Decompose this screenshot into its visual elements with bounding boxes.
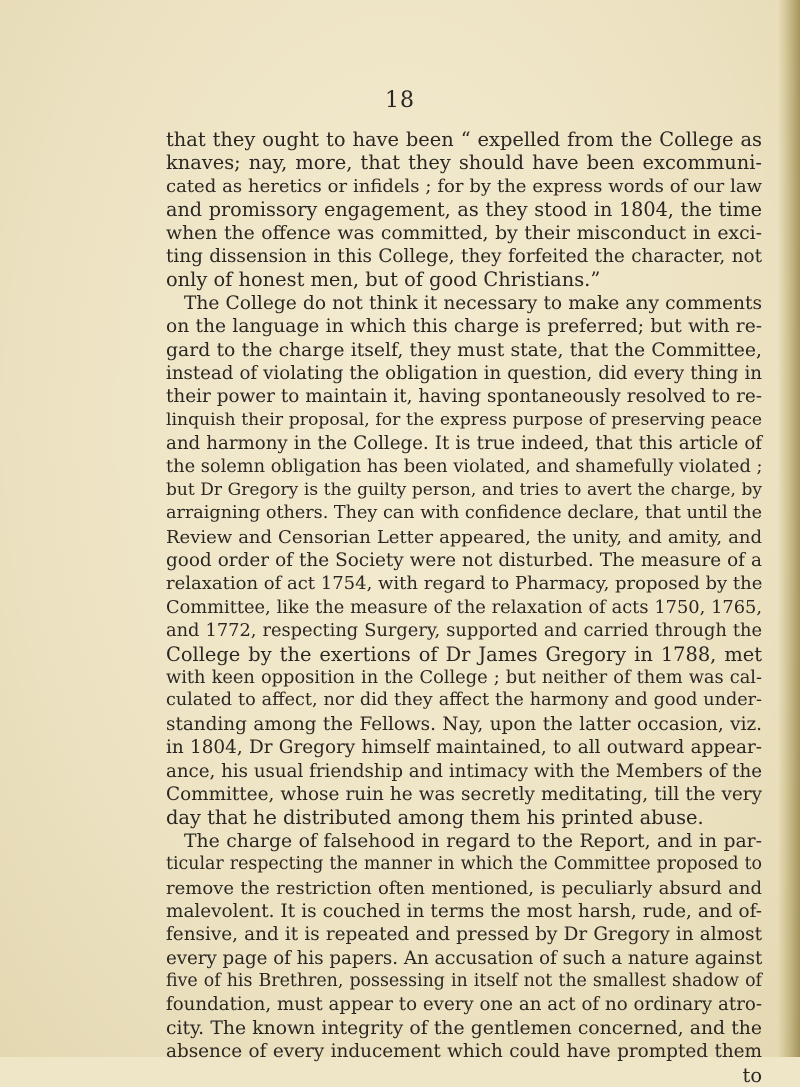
- text-line: five of his Brethren, possessing in itself not the smallest shadow of: [166, 971, 762, 992]
- text-line: ting dissension in this College, they forfeited the character, not: [166, 245, 762, 267]
- text-line: day that he distributed among them his printed abuse.: [166, 806, 704, 830]
- text-line: The College do not think it necessary to make any comments: [184, 292, 762, 314]
- text-line: every page of his papers. An accusation of such a nature against: [166, 947, 763, 969]
- text-line: in 1804, Dr Gregory himself maintained, to all outward appear-: [166, 737, 762, 759]
- text-line: standing among the Fellows. Nay, upon the latter occasion, viz.: [166, 713, 762, 735]
- text-line: malevolent. It is couched in terms the most harsh, rude, and of-: [166, 900, 762, 922]
- text-line: only of honest men, but of good Christians.”: [166, 268, 601, 292]
- text-line: gard to the charge itself, they must state, that the Committee,: [166, 339, 762, 361]
- text-line: and harmony in the College. It is true indeed, that this article of: [166, 433, 762, 455]
- text-line: with keen opposition in the College ; but neither of them was cal-: [166, 666, 762, 688]
- text-line: Committee, like the measure of the relaxation of acts 1750, 1765,: [166, 596, 762, 618]
- text-line: but Dr Gregory is the guilty person, and tries to avert the charge, by: [166, 479, 762, 500]
- text-line: absence of every inducement which could have prompted them: [166, 1041, 762, 1063]
- page-edge-shadow: [778, 0, 800, 1057]
- text-line: culated to affect, nor did they affect the harmony and good under-: [166, 690, 762, 711]
- text-line: instead of violating the obligation in question, did every thing in: [166, 362, 762, 384]
- text-line: the solemn obligation has been violated, and shamefully violated ;: [166, 456, 763, 478]
- text-line: on the language in which this charge is preferred; but with re-: [166, 316, 762, 338]
- text-line: good order of the Society were not disturbed. The measure of a: [166, 550, 762, 572]
- text-line: and promissory engagement, as they stood in 1804, the time: [166, 198, 762, 222]
- catchword: to: [742, 1063, 762, 1087]
- text-line: Review and Censorian Letter appeared, the unity, and amity, and: [166, 526, 762, 548]
- text-line: when the offence was committed, by their misconduct in exci-: [166, 222, 762, 244]
- text-line: foundation, must appear to every one an act of no ordinary atro-: [166, 994, 762, 1016]
- text-line: relaxation of act 1754, with regard to Pharmacy, proposed by the: [166, 573, 763, 595]
- text-line: arraigning others. They can with confidence declare, that until the: [166, 503, 762, 524]
- text-line: College by the exertions of Dr James Gregory in 1788, met: [166, 642, 762, 666]
- text-line: that they ought to have been “ expelled from the College as: [166, 128, 762, 151]
- text-line: The charge of falsehood in regard to the Report, and in par-: [184, 830, 762, 852]
- text-line: remove the restriction often mentioned, is peculiarly absurd and: [166, 877, 762, 899]
- text-line: knaves; nay, more, that they should have been excommuni-: [166, 151, 762, 175]
- text-line: fensive, and it is repeated and pressed by Dr Gregory in almost: [166, 924, 762, 946]
- text-line: city. The known integrity of the gentlemen concerned, and the: [166, 1017, 762, 1039]
- text-line: Committee, whose ruin he was secretly meditating, till the very: [166, 783, 762, 805]
- page-number: 18: [385, 88, 415, 113]
- text-line: ance, his usual friendship and intimacy with the Members of the: [166, 760, 762, 782]
- body-text: [166, 128, 762, 1087]
- text-line: their power to maintain it, having spontaneously resolved to re-: [166, 386, 762, 408]
- text-line: ticular respecting the manner in which the Committee proposed to: [166, 854, 762, 875]
- text-line: and 1772, respecting Surgery, supported and carried through the: [166, 620, 762, 642]
- text-line: cated as heretics or infidels ; for by the express words of our law: [166, 175, 762, 197]
- text-line: linquish their proposal, for the express purpose of preserving peace: [166, 409, 762, 430]
